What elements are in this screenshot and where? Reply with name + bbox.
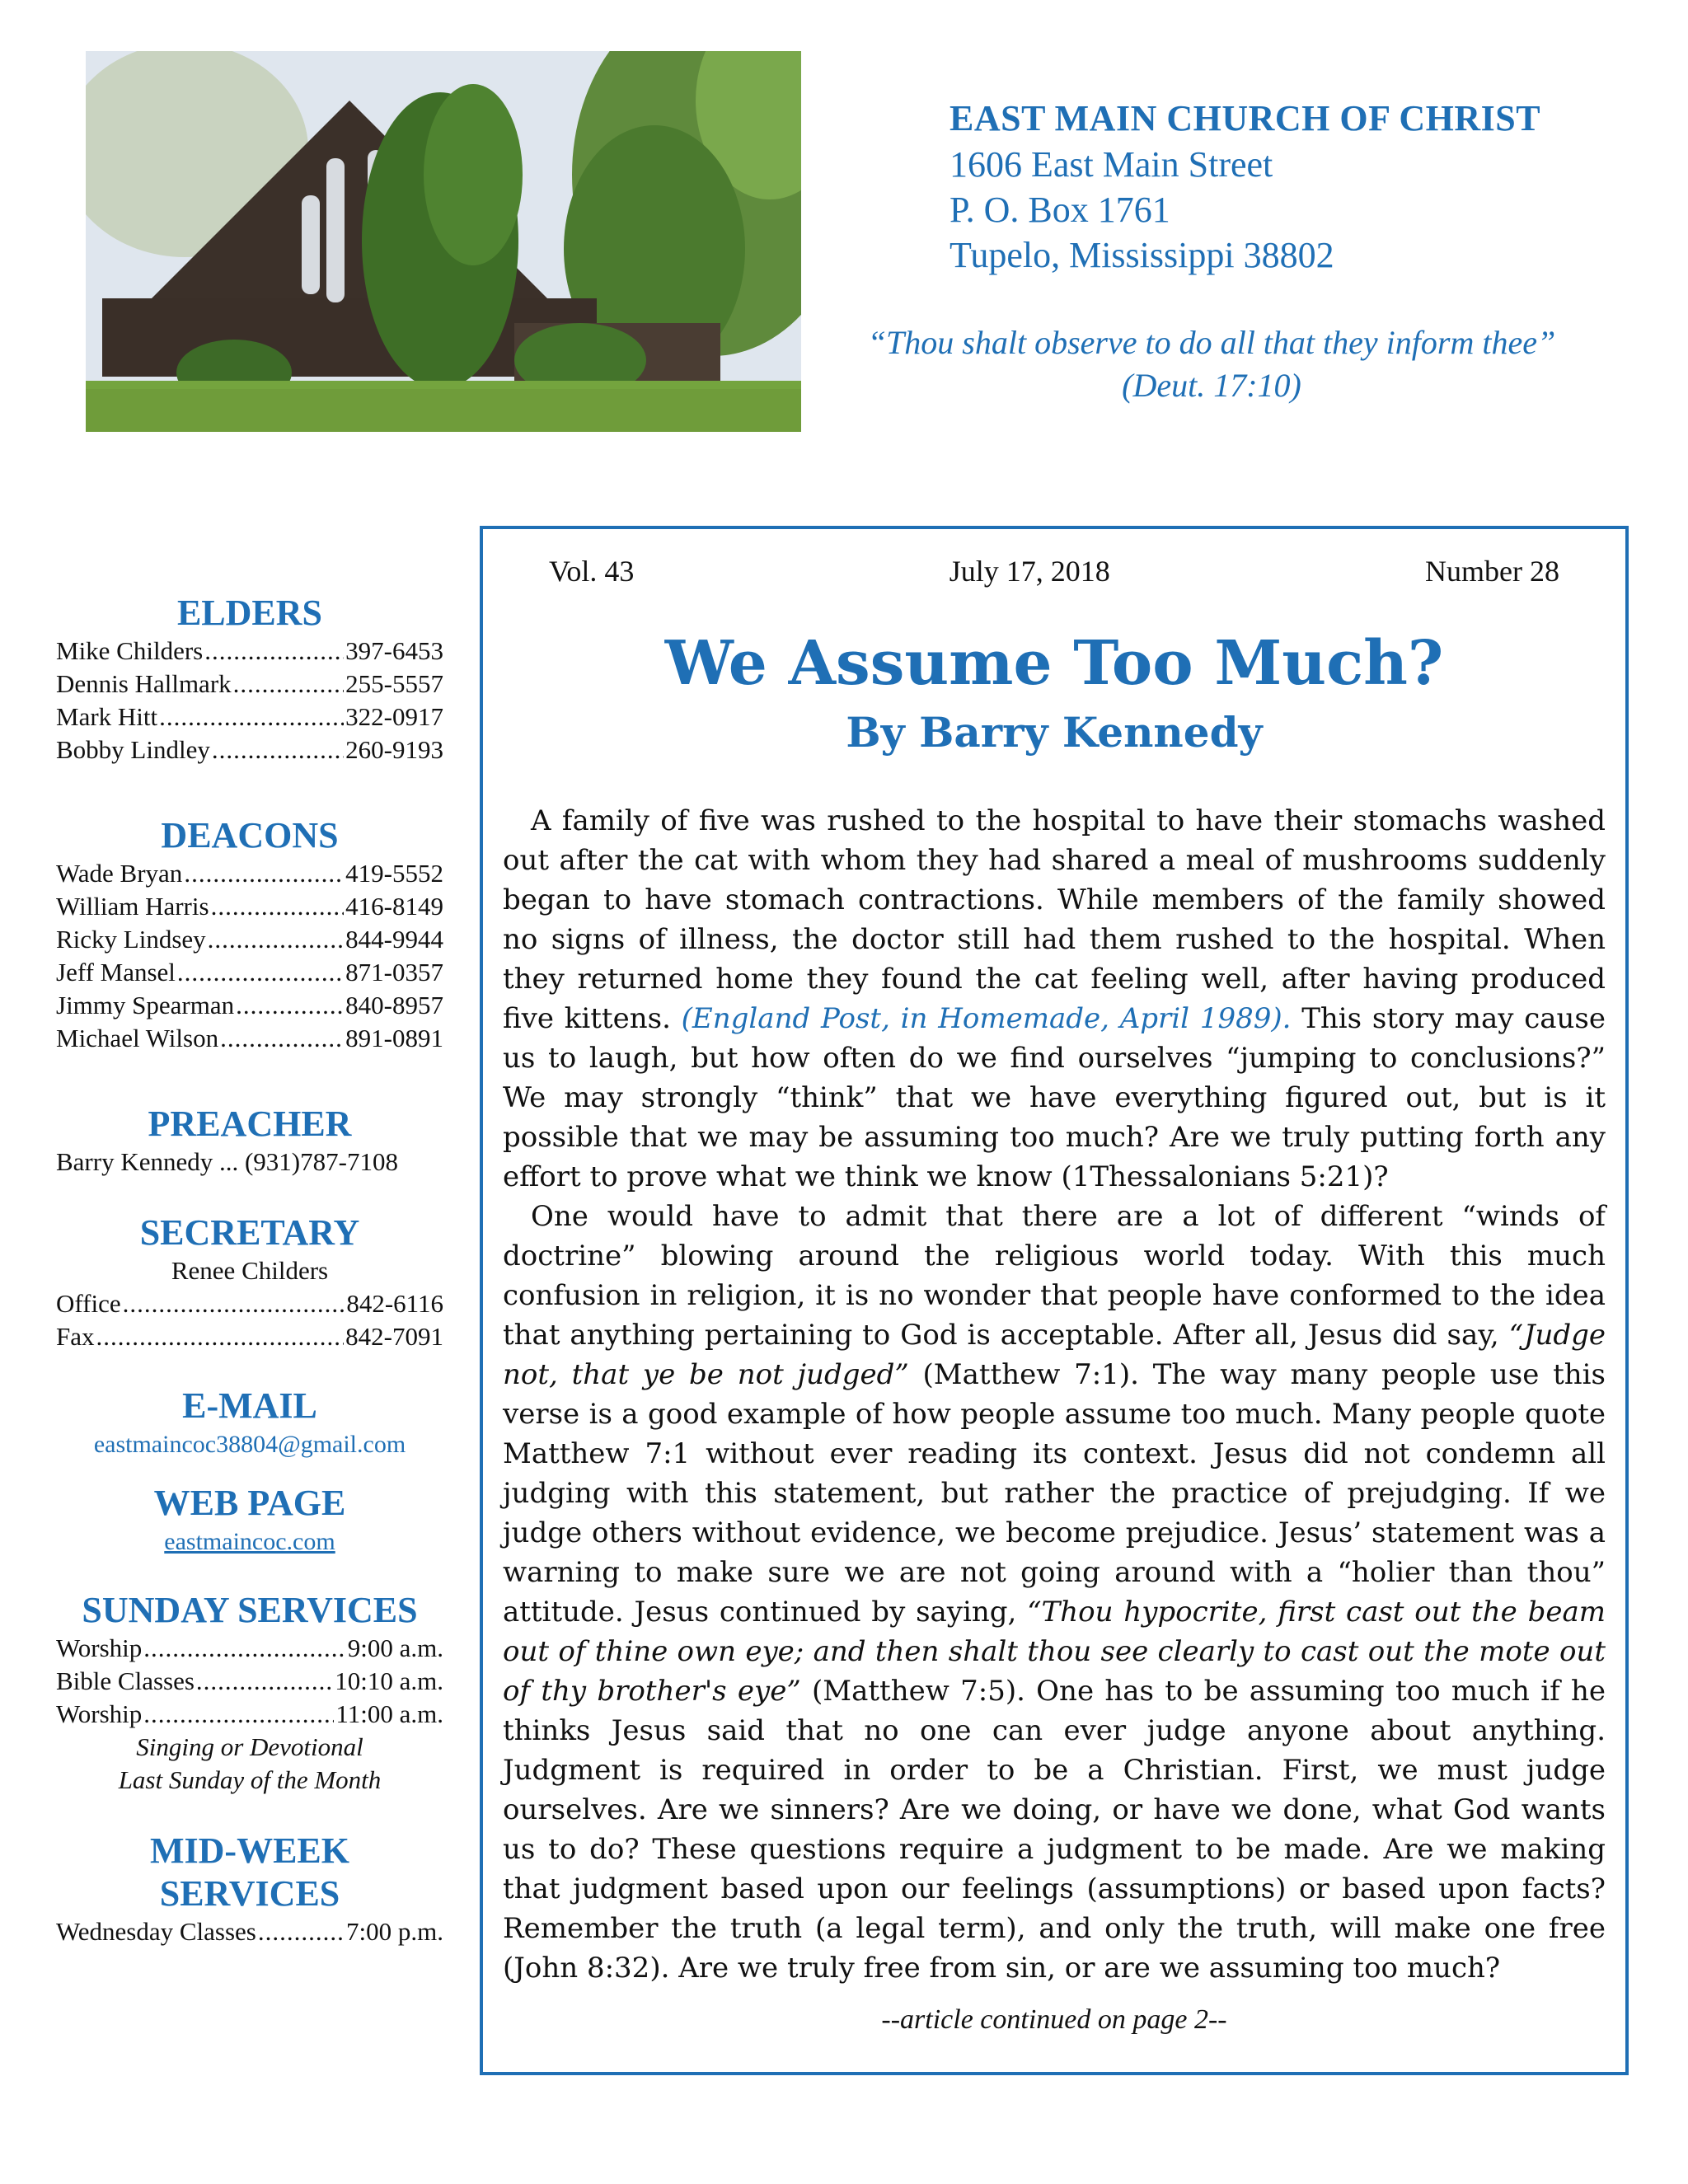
- elders-heading: ELDERS: [176, 593, 323, 633]
- city-state-zip: Tupelo, Mississippi 38802: [950, 235, 1334, 275]
- service-row: Worship ..... 11:00 a.m.: [56, 1698, 443, 1731]
- office-row: Office ..... 842-6116: [56, 1287, 443, 1320]
- deacon-row: Michael Wilson ..... 891-0891: [56, 1022, 443, 1055]
- secretary-name: Renee Childers: [171, 1256, 329, 1285]
- preacher-line: Barry Kennedy ... (931)787-7108: [56, 1147, 398, 1176]
- webpage-heading: WEB PAGE: [153, 1483, 346, 1523]
- elder-row: Bobby Lindley ..... 260-9193: [56, 733, 443, 766]
- elders-list: [56, 635, 443, 766]
- scripture-quote: “Thou hypocrite, first cast out the beam out of thine own eye; and then shalt thou see clearly to cast out the mote out of thy brother's eye”: [503, 1596, 1606, 1708]
- issue-date: July 17, 2018: [949, 555, 1110, 588]
- service-row: Wednesday Classes ..... 7:00 p.m.: [56, 1915, 443, 1948]
- article-paragraph: One would have to admit that there are a lot of different “winds of doctrine” blowing around the religious world today. With this much confusion in religion, it is no wonder that people have conformed to the idea that anything pertaining to God is acceptable. After all, Jesus did say, “Judge not, that ye be not judged” (Matthew 7:1). The way many people use this verse is a good example of how people assume too much. Many people quote Matthew 7:1 without ever reading its context. Jesus did not condemn all judging with this statement, but rather the practice of prejudging. If we judge others without evidence, we become prejudice. Jesus’ statement was a warning to make sure we are not going around with a “holier than thou” attitude. Jesus continued by saying, “Thou hypocrite, first cast out the beam out of thine own eye; and then shalt thou see clearly to cast out the mote out of thy brother's eye” (Matthew 7:5). One has to be assuming too much if he thinks Jesus said that no one can ever judge anyone about anything. Judgment is required in order to be a Christian. First, we must judge ourselves. Are we sinners? Are we doing, or have we done, what God wants us to do? These questions require a judgment to be made. Are we making that judgment based upon our feelings (assumptions) or based upon facts? Remember the truth (a legal term), and only the truth, will make one free (John 8:32). Are we truly free from sin, or are we assuming too much?: [503, 1200, 1606, 1985]
- website-link[interactable]: eastmaincoc.com: [164, 1528, 335, 1555]
- street-address: 1606 East Main Street: [950, 144, 1273, 185]
- motto-quote: “Thou shalt observe to do all that they inform thee”: [867, 324, 1556, 361]
- elder-row: Mike Childers ..... 397-6453: [56, 635, 443, 668]
- motto-reference: (Deut. 17:10): [1122, 367, 1301, 404]
- scripture-quote: “Judge not, that ye be not judged”: [503, 1319, 1606, 1391]
- issue-info: [549, 554, 1559, 588]
- service-note: Singing or Devotional: [136, 1732, 363, 1761]
- continued-note: --article continued on page 2--: [881, 2004, 1227, 2035]
- citation: (England Post, in Homemade, April 1989).: [681, 1002, 1292, 1035]
- sidebar: [56, 592, 443, 1948]
- fax-row: Fax ..... 842-7091: [56, 1320, 443, 1353]
- deacon-row: Ricky Lindsey ..... 844-9944: [56, 923, 443, 956]
- midweek-heading-2: SERVICES: [159, 1873, 340, 1914]
- issue-number: Number 28: [1425, 555, 1559, 588]
- po-box: P. O. Box 1761: [950, 190, 1170, 230]
- article-byline: By Barry Kennedy: [846, 708, 1263, 757]
- deacon-row: Jimmy Spearman ..... 840-8957: [56, 989, 443, 1022]
- church-address-block: [950, 96, 1625, 278]
- church-name: EAST MAIN CHURCH OF CHRIST: [950, 98, 1541, 138]
- deacon-row: Jeff Mansel ..... 871-0357: [56, 956, 443, 989]
- church-photo: [86, 51, 801, 432]
- article-body: [503, 801, 1606, 1988]
- article-paragraph: A family of five was rushed to the hospital to have their stomachs washed out after the cat with whom they had shared a meal of mushrooms suddenly began to have stomach contractions. While members of the family showed no signs of illness, the doctor still had them rushed to the hospital. When they returned home they found the cat feeling well, after having produced five kittens. (England Post, in Homemade, April 1989). This story may cause us to laugh, but how often do we find ourselves “jumping to conclusions?” We may strongly “think” that we have everything figured out, but is it possible that we may be assuming too much? Are we truly putting forth any effort to prove what we think we know (1Thessalonians 5:21)?: [503, 804, 1606, 1193]
- service-note: Last Sunday of the Month: [118, 1765, 382, 1794]
- service-row: Bible Classes ..... 10:10 a.m.: [56, 1665, 443, 1698]
- motto: [791, 321, 1632, 407]
- secretary-heading: SECRETARY: [139, 1212, 360, 1253]
- preacher-heading: PREACHER: [148, 1104, 352, 1144]
- deacon-row: Wade Bryan ..... 419-5552: [56, 857, 443, 890]
- elder-row: Mark Hitt ..... 322-0917: [56, 701, 443, 733]
- deacons-heading: DEACONS: [161, 815, 339, 855]
- volume: Vol. 43: [549, 555, 635, 588]
- deacon-row: William Harris ..... 416-8149: [56, 890, 443, 923]
- email-link[interactable]: eastmaincoc38804@gmail.com: [93, 1431, 406, 1458]
- article-title: We Assume Too Much?: [664, 628, 1444, 699]
- midweek-heading: MID-WEEK: [150, 1830, 349, 1871]
- service-row: Worship ..... 9:00 a.m.: [56, 1632, 443, 1665]
- deacons-list: [56, 857, 443, 1055]
- article-box: [480, 526, 1629, 2075]
- elder-row: Dennis Hallmark ..... 255-5557: [56, 668, 443, 701]
- sunday-services-heading: SUNDAY SERVICES: [82, 1590, 418, 1630]
- email-heading: E-MAIL: [182, 1385, 317, 1426]
